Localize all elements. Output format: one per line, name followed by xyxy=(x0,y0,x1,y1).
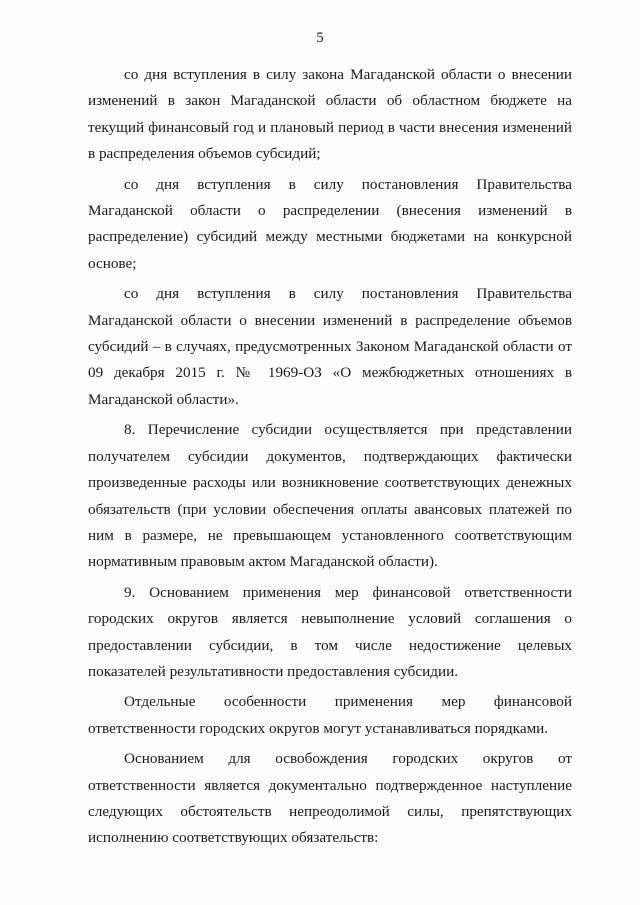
paragraph-law-amendment: со дня вступления в силу закона Магаданской области о внесении изменений в закон Магаданской области об областном бюджете на текущий финансовый год и плановый период в части внесения изменений в распределения объемов субсидий; xyxy=(88,66,572,163)
paragraph-government-resolution-amendment: со дня вступления в силу постановления Правительства Магаданской области о внесении изменений в распределение объемов субсидий – в случаях, предусмотренных Законом Магаданской области от 09 декабря 2015 г. № 1969-ОЗ «О межбюджетных отношениях в Магаданской области». xyxy=(88,285,572,408)
paragraph-item-9-financial-responsibility: 9. Основанием применения мер финансовой ответственности городских округов является невыполнение условий соглашения о предоставлении субсидии, в том числе недостижение целевых показателей результативности предоставления субсидии. xyxy=(88,583,572,680)
document-body xyxy=(88,62,572,852)
paragraph-item-8-subsidy-transfer: 8. Перечисление субсидии осуществляется при представлении получателем субсидии документов, подтверждающих фактически произведенные расходы или возникновение соответствующих денежных обязательств (при условии обеспечения оплаты авансовых платежей по ним в размере, не превышающем установленного соответствующим нормативным правовым актом Магаданской области). xyxy=(88,421,572,571)
paragraph-responsibility-features: Отдельные особенности применения мер финансовой ответственности городских округов могут устанавливаться порядками. xyxy=(88,693,572,737)
page-number: 5 xyxy=(316,30,324,46)
paragraph-government-resolution-distribution: со дня вступления в силу постановления Правительства Магаданской области о распределении (внесения изменений в распределение) субсидий между местными бюджетами на конкурсной основе; xyxy=(88,175,572,272)
paragraph-exemption-grounds: Основанием для освобождения городских округов от ответственности является документально подтвержденное наступление следующих обстоятельств непреодолимой силы, препятствующих исполнению соответствующих обязательств: xyxy=(88,750,572,847)
